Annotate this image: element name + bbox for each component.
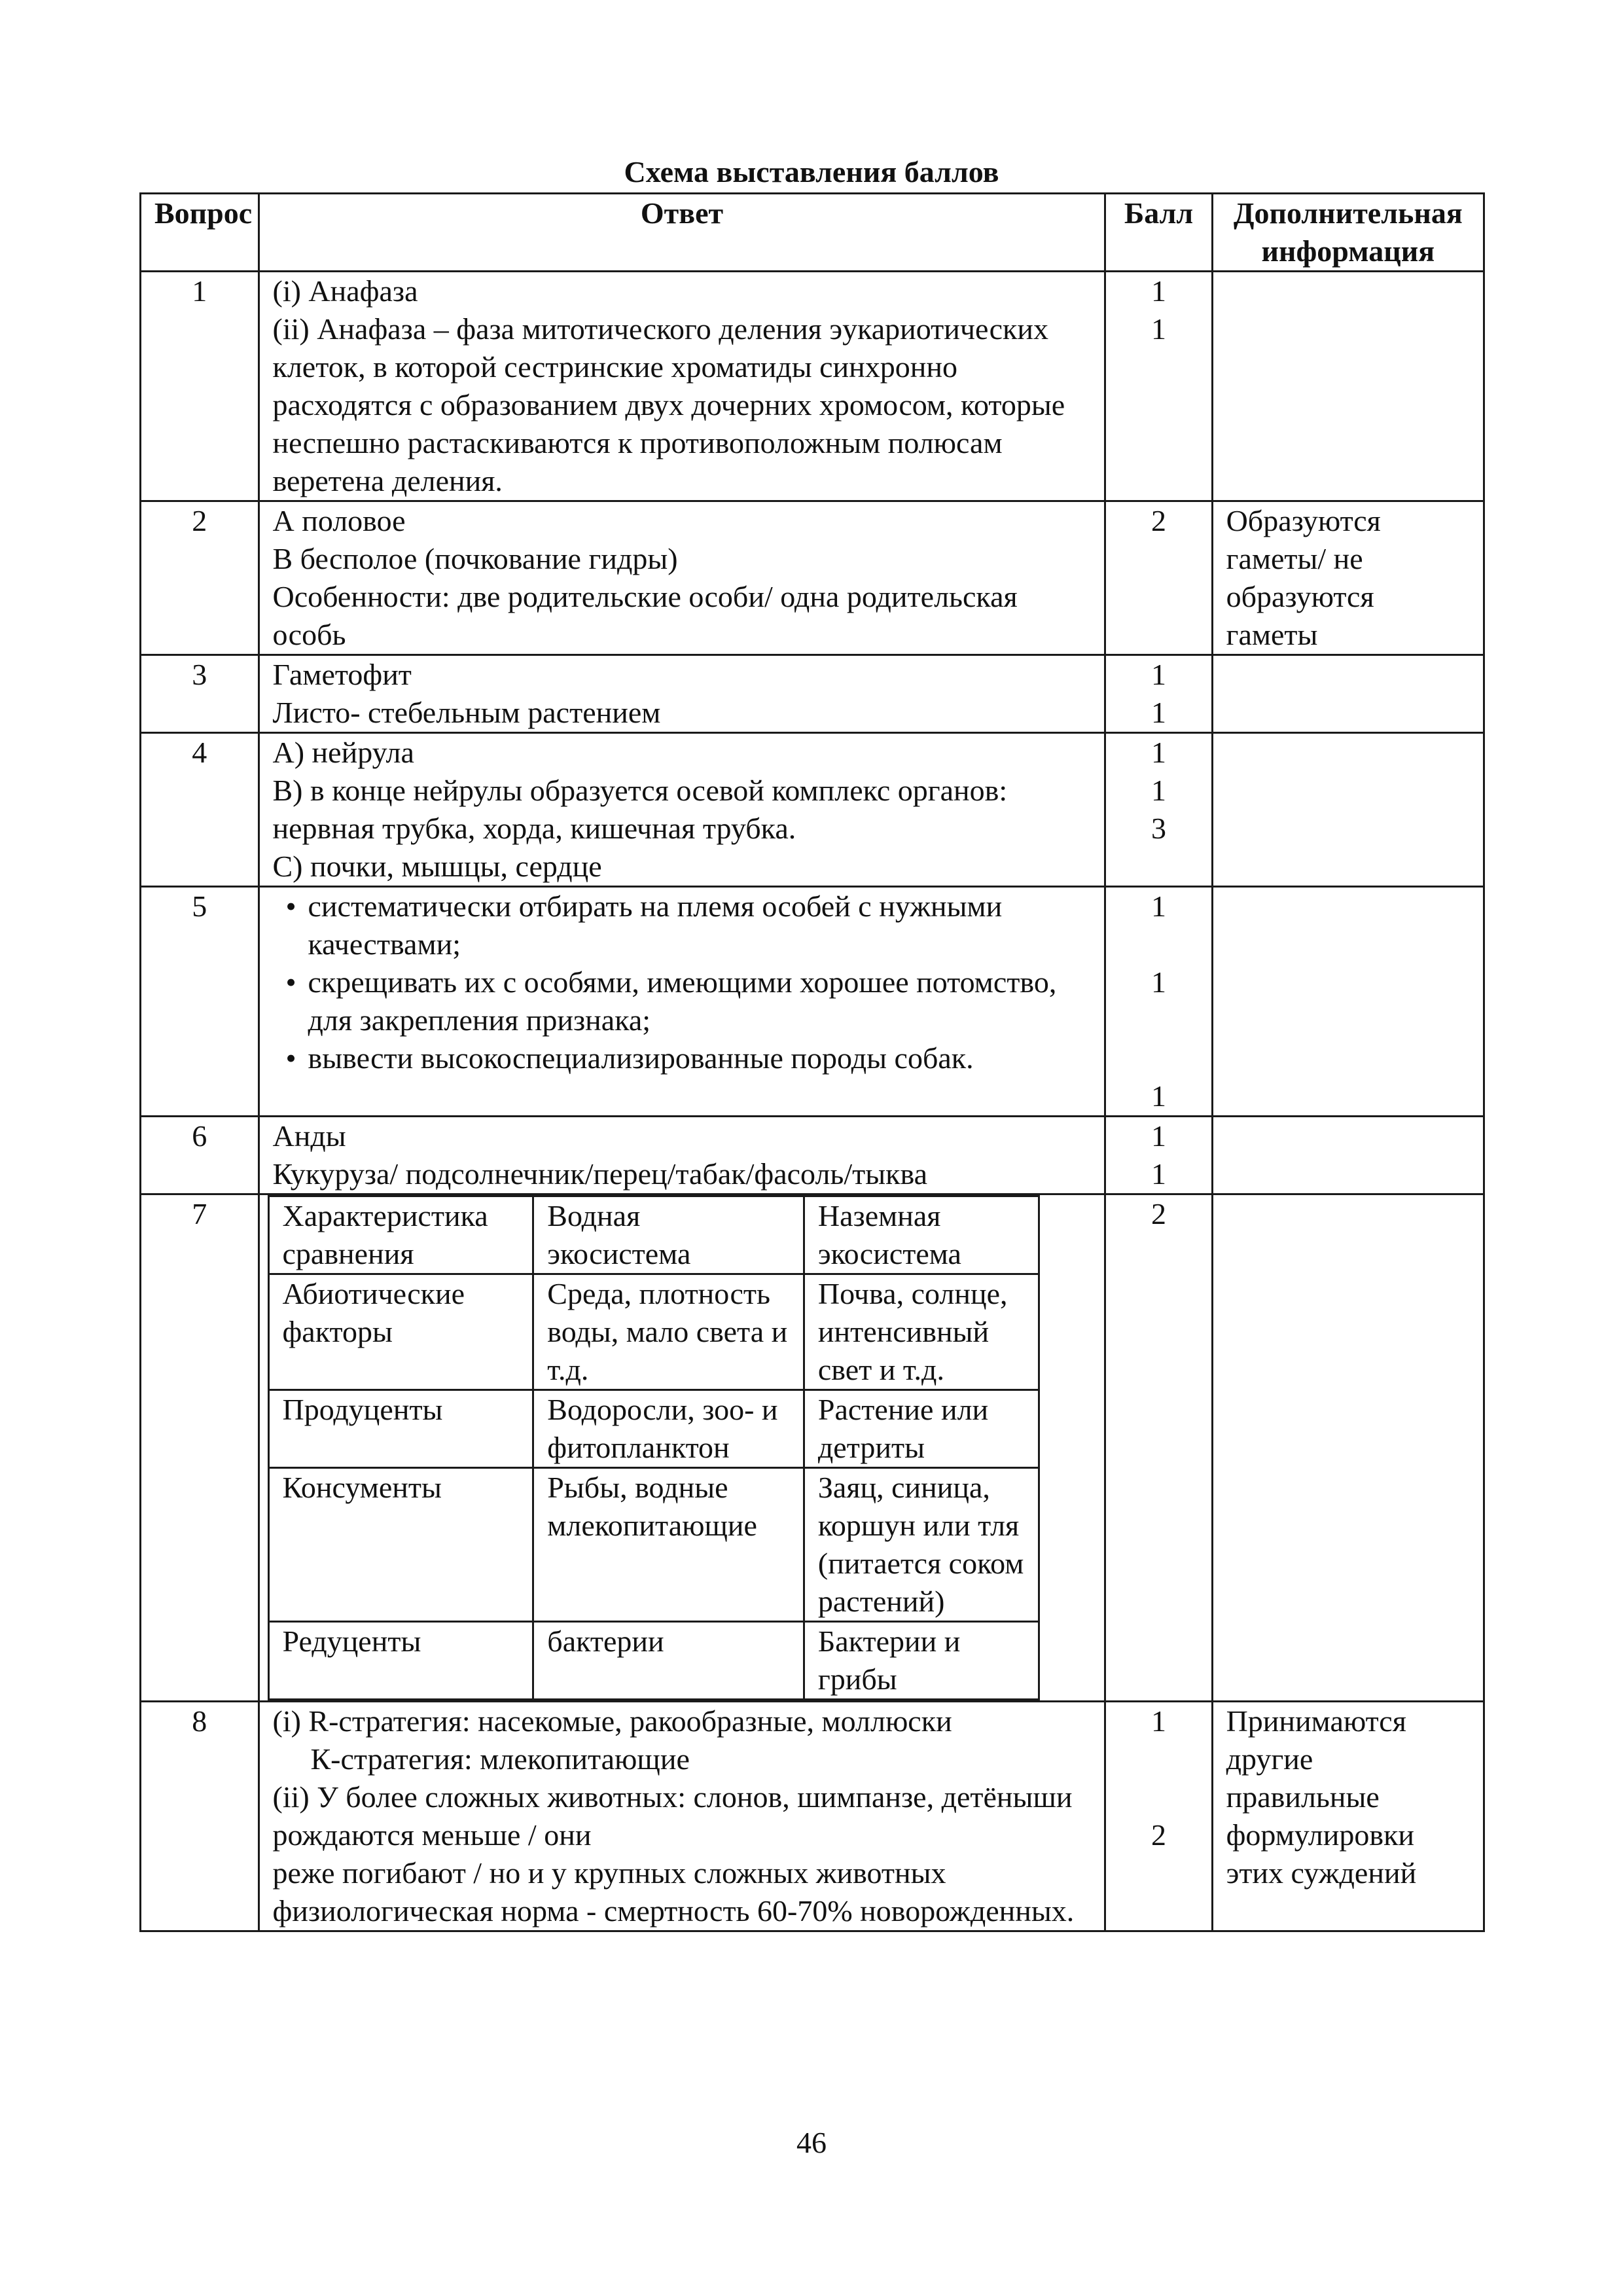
bullet-list [273,888,1092,1077]
score-value: 1 [1151,1119,1167,1153]
info-cell [1212,272,1484,501]
score-value: 2 [1151,1197,1167,1230]
score-value: 1 [1151,696,1167,729]
answer-line: В бесполое (почкование гидры) [272,542,678,575]
answer-line: Листо- стебельным растением [272,696,661,729]
list-item [273,963,1092,1039]
answer-line: Особенности: две родительские особи/ одна родительская особь [272,580,1018,651]
answer-line: К-стратегия: млекопитающие [310,1742,690,1776]
score-cell [1105,733,1212,887]
score-cell [1105,1194,1212,1702]
inner-cell: Растение или детриты [804,1390,1039,1468]
table-row [141,272,1484,501]
question-number: 7 [141,1194,259,1702]
table-row [141,887,1484,1117]
list-item-text: вывести высокоспециализированные породы собак. [308,1041,974,1075]
score-cell [1105,501,1212,655]
info-cell [1212,733,1484,887]
inner-row [268,1622,1039,1700]
answer-cell [259,272,1105,501]
inner-cell: Бактерии и грибы [804,1622,1039,1700]
answer-line: Гаметофит [272,658,412,691]
info-cell [1212,1194,1484,1702]
inner-cell: Почва, солнце, интенсивный свет и т.д. [804,1274,1039,1390]
question-number: 3 [141,655,259,733]
answer-line: В) в конце нейрулы образуется осевой комплекс органов: нервная трубка, хорда, кишечная трубка. [272,774,1008,845]
score-cell [1105,655,1212,733]
score-value: 2 [1151,1818,1167,1852]
inner-cell: Редуценты [268,1622,533,1700]
score-value: 1 [1151,965,1167,999]
table-row [141,655,1484,733]
question-number: 2 [141,501,259,655]
list-item [273,1039,1092,1077]
answer-line: С) почки, мышцы, сердце [272,850,602,883]
bullet-icon: • [285,889,296,923]
inner-cell: Водоросли, зоо- и фитопланктон [533,1390,804,1468]
ecosystem-comparison-table [268,1195,1040,1700]
table-row [141,501,1484,655]
inner-cell: Абиотические факторы [268,1274,533,1390]
inner-row [268,1274,1039,1390]
score-value: 1 [1151,312,1167,346]
table-row [141,1702,1484,1931]
question-number: 4 [141,733,259,887]
inner-cell: Консументы [268,1468,533,1622]
score-value: 1 [1151,1704,1167,1738]
list-item [273,888,1092,963]
info-cell [1212,655,1484,733]
answer-cell [259,1117,1105,1194]
answer-line: реже погибают / но и у крупных сложных животных физиологическая норма - смертность 60-70% новорожденных. [272,1856,1075,1928]
answer-line: (i) Анафаза [272,274,418,308]
answer-line: А половое [272,504,406,537]
question-number: 1 [141,272,259,501]
answer-cell [259,1194,1105,1702]
question-number: 6 [141,1117,259,1194]
inner-row [268,1390,1039,1468]
list-item-text: систематически отбирать на племя особей с нужными качествами; [308,889,1003,961]
answer-line: (i) R-стратегия: насекомые, ракообразные, моллюски [272,1704,952,1738]
page-number: 46 [796,2126,827,2159]
table-header-row [141,194,1484,272]
answer-line: Анды [272,1119,346,1153]
inner-cell: Продуценты [268,1390,533,1468]
info-cell [1212,1117,1484,1194]
score-value: 1 [1151,658,1167,691]
inner-cell: Рыбы, водные млекопитающие [533,1468,804,1622]
answer-cell [259,887,1105,1117]
score-cell [1105,887,1212,1117]
header-info: Дополнительная информация [1212,194,1484,272]
answer-line: А) нейрула [272,736,414,769]
answer-line: (ii) У более сложных животных: слонов, шимпанзе, детёныши рождаются меньше / они [272,1780,1073,1852]
answer-cell [259,655,1105,733]
answer-line: (ii) Анафаза – фаза митотического деления эукариотических клеток, в которой сестринские хроматиды синхронно расходятся с образованием двух дочерних хромосом, которые неспешно растаскиваются к противоположным полюсам веретена деления. [272,312,1065,497]
score-value: 3 [1151,812,1167,845]
answer-cell [259,501,1105,655]
scoring-table [139,192,1485,1932]
list-item-text: скрещивать их с особями, имеющими хорошее потомство, для закрепления признака; [308,965,1057,1037]
inner-cell: Среда, плотность воды, мало света и т.д. [533,1274,804,1390]
answer-cell [259,1702,1105,1931]
score-value: 1 [1151,1079,1167,1113]
bullet-icon: • [285,965,296,999]
score-value: 1 [1151,774,1167,807]
score-value: 1 [1151,736,1167,769]
inner-header-cell: Наземная экосистема [804,1196,1039,1274]
header-score: Балл [1105,194,1212,272]
bullet-icon: • [285,1041,296,1075]
table-row [141,1117,1484,1194]
page-title: Схема выставления баллов [624,155,999,188]
question-number: 5 [141,887,259,1117]
table-row [141,1194,1484,1702]
score-value: 1 [1151,274,1167,308]
inner-cell: бактерии [533,1622,804,1700]
score-value: 1 [1151,1157,1167,1191]
score-value: 1 [1151,889,1167,923]
score-cell [1105,1702,1212,1931]
answer-cell [259,733,1105,887]
inner-row [268,1468,1039,1622]
info-cell: Образуются гаметы/ не образуются гаметы [1212,501,1484,655]
answer-line: Кукуруза/ подсолнечник/перец/табак/фасоль/тыква [272,1157,928,1191]
info-cell: Принимаются другие правильные формулировки этих суждений [1212,1702,1484,1931]
score-cell [1105,1117,1212,1194]
info-cell [1212,887,1484,1117]
header-answer: Ответ [259,194,1105,272]
header-question: Вопрос [141,194,259,272]
inner-header-row [268,1196,1039,1274]
inner-cell: Заяц, синица, коршун или тля (питается соком растений) [804,1468,1039,1622]
question-number: 8 [141,1702,259,1931]
inner-header-cell: Характеристика сравнения [268,1196,533,1274]
score-cell [1105,272,1212,501]
inner-header-cell: Водная экосистема [533,1196,804,1274]
score-value: 2 [1151,504,1167,537]
table-row [141,733,1484,887]
